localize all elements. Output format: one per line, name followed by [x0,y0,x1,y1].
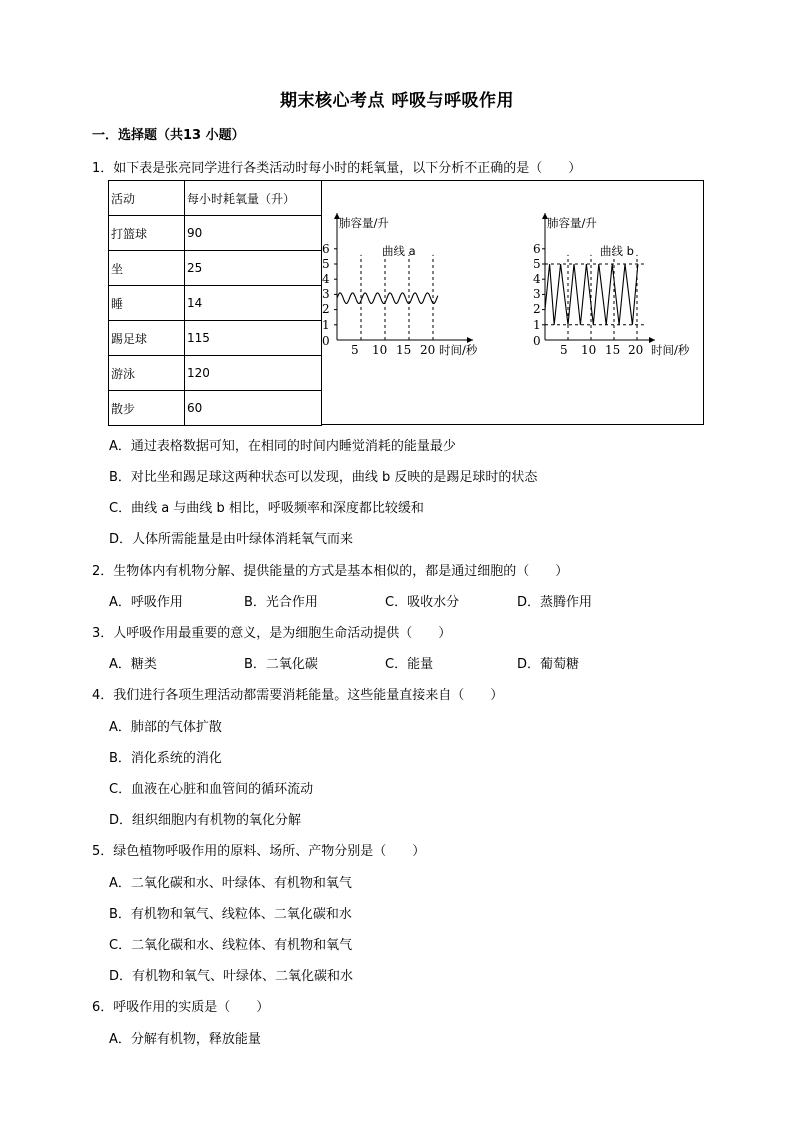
table-row [109,321,322,356]
chart-a-curve-label: 曲线 a [382,244,416,258]
table-cell: 游泳 [109,356,185,391]
table-cell: 14 [185,286,322,321]
question-4-option-b[interactable]: B．消化系统的消化 [109,751,222,766]
chart-b-x-tick: 15 [605,343,621,357]
question-1-option-a[interactable]: A．通过表格数据可知，在相同的时间内睡觉消耗的能量最少 [109,439,456,454]
chart-a-curve [337,293,438,304]
lung-volume-charts-panel [321,180,704,425]
table-row [109,216,322,251]
page-title: 期末核心考点 呼吸与呼吸作用 [280,91,514,111]
question-2-option-c[interactable]: C．吸收水分 [385,595,460,610]
lung-volume-charts [321,181,704,426]
table-cell: 120 [185,356,322,391]
chart-b-y-tick: 2 [533,302,541,316]
table-row [109,356,322,391]
chart-b-x-label: 时间/秒 [651,343,690,357]
chart-a-x-tick: 20 [420,343,436,357]
question-5-option-c[interactable]: C．二氧化碳和水、线粒体、有机物和氧气 [109,938,353,953]
chart-b-y-tick: 0 [533,334,541,348]
question-6-stem: 6．呼吸作用的实质是（ ） [92,1000,270,1015]
chart-b-x-tick: 5 [560,343,568,357]
chart-a-y-tick: 6 [322,242,330,256]
table-cell: 60 [185,391,322,426]
table-cell: 打篮球 [109,216,185,251]
question-2-option-b[interactable]: B．光合作用 [244,595,318,610]
chart-a-y-tick: 2 [322,302,330,316]
question-4-option-d[interactable]: D．组织细胞内有机物的氧化分解 [109,813,302,828]
question-2-stem: 2．生物体内有机物分解、提供能量的方式是基本相似的，都是通过细胞的（ ） [92,564,569,579]
chart-a-x-tick: 10 [372,343,388,357]
question-3-option-d[interactable]: D．葡萄糖 [517,657,580,672]
chart-b-x-tick: 20 [628,343,644,357]
chart-b-curve-label: 曲线 b [600,244,634,258]
table-cell: 睡 [109,286,185,321]
question-5-option-a[interactable]: A．二氧化碳和水、叶绿体、有机物和氧气 [109,876,352,891]
table-header-row [109,181,322,216]
chart-b-y-tick: 4 [533,272,541,286]
table-cell: 踢足球 [109,321,185,356]
question-1-option-c[interactable]: C．曲线 a 与曲线 b 相比，呼吸频率和深度都比较缓和 [109,501,424,516]
table-cell: 115 [185,321,322,356]
table-row [109,251,322,286]
question-3-option-c[interactable]: C．能量 [385,657,434,672]
question-2-option-d[interactable]: D．蒸腾作用 [517,595,593,610]
section-heading: 一．选择题（共13 小题） [92,128,245,143]
table-row [109,391,322,426]
question-4-option-c[interactable]: C．血液在心脏和血管间的循环流动 [109,782,314,797]
chart-b-y-tick: 5 [533,257,541,271]
chart-a-y-tick: 1 [322,318,330,332]
chart-a-y-tick: 5 [322,257,330,271]
table-row [109,286,322,321]
question-3-option-a[interactable]: A．糖类 [109,657,157,672]
chart-a-y-label: 肺容量/升 [339,216,389,230]
table-header-cell: 活动 [109,181,185,216]
table-header-cell: 每小时耗氧量（升） [185,181,322,216]
chart-b-y-tick: 6 [533,242,541,256]
chart-a-y-tick: 4 [322,272,330,286]
question-3-stem: 3．人呼吸作用最重要的意义，是为细胞生命活动提供（ ） [92,626,452,641]
chart-a-x-tick: 15 [396,343,412,357]
question-2-option-a[interactable]: A．呼吸作用 [109,595,183,610]
chart-a-y-tick: 3 [322,287,330,301]
chart-b-y-tick: 1 [533,318,541,332]
question-4-option-a[interactable]: A．肺部的气体扩散 [109,720,222,735]
question-5-option-d[interactable]: D．有机物和氧气、叶绿体、二氧化碳和水 [109,969,354,984]
question-6-option-a[interactable]: A．分解有机物，释放能量 [109,1032,261,1047]
chart-b-y-tick: 3 [533,287,541,301]
chart-a-y-tick: 0 [322,334,330,348]
question-1-option-b[interactable]: B．对比坐和踢足球这两种状态可以发现，曲线 b 反映的是踢足球时的状态 [109,470,538,485]
question-4-stem: 4．我们进行各项生理活动都需要消耗能量。这些能量直接来自（ ） [92,688,504,703]
oxygen-consumption-table [108,180,322,426]
chart-a-x-tick: 5 [351,343,359,357]
chart-a [322,213,478,357]
question-3-option-b[interactable]: B．二氧化碳 [244,657,318,672]
chart-b-x-tick: 10 [581,343,597,357]
question-1-option-d[interactable]: D．人体所需能量是由叶绿体消耗氧气而来 [109,532,354,547]
question-5-stem: 5．绿色植物呼吸作用的原料、场所、产物分别是（ ） [92,844,426,859]
question-5-option-b[interactable]: B．有机物和氧气、线粒体、二氧化碳和水 [109,907,352,922]
chart-a-x-label: 时间/秒 [439,343,478,357]
question-1-stem: 1．如下表是张亮同学进行各类活动时每小时的耗氧量，以下分析不正确的是（ ） [92,161,582,176]
table-cell: 90 [185,216,322,251]
table-cell: 散步 [109,391,185,426]
chart-b [533,213,690,357]
table-cell: 坐 [109,251,185,286]
table-cell: 25 [185,251,322,286]
chart-b-y-label: 肺容量/升 [547,216,597,230]
